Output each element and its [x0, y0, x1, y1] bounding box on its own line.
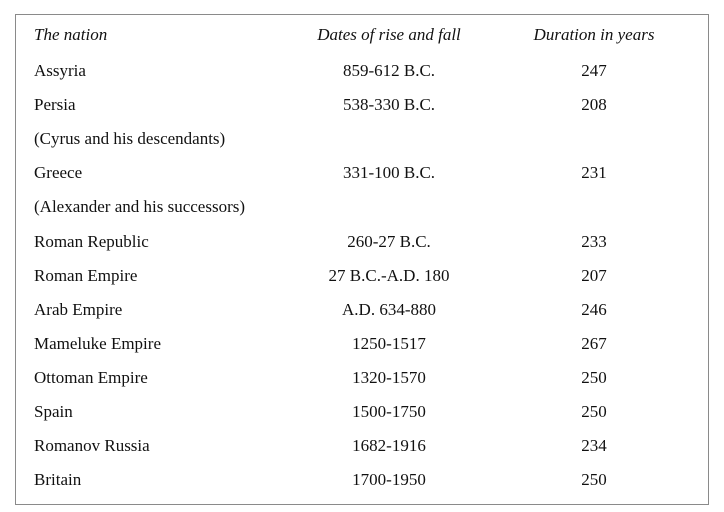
nation-cell: Ottoman Empire — [34, 368, 148, 387]
duration-cell: 233 — [581, 232, 607, 251]
table-row — [16, 431, 708, 461]
dates-cell: 260-27 B.C. — [347, 232, 431, 251]
nation-cell: Roman Empire — [34, 266, 138, 285]
duration-cell: 267 — [581, 334, 607, 353]
table-header — [16, 20, 708, 50]
table-row — [16, 90, 708, 120]
dates-cell: A.D. 634-880 — [342, 300, 436, 319]
duration-cell: 231 — [581, 163, 607, 182]
empire-duration-table — [15, 14, 709, 505]
dates-cell: 1500-1750 — [352, 402, 426, 421]
duration-cell: 247 — [581, 61, 607, 80]
dates-cell: 1700-1950 — [352, 470, 426, 489]
nation-cell: Persia — [34, 95, 76, 114]
header-duration: Duration in years — [533, 25, 655, 44]
dates-cell: 859-612 B.C. — [342, 61, 436, 80]
duration-cell: 207 — [581, 266, 607, 285]
table-row — [16, 363, 708, 393]
nation-cell: Romanov Russia — [34, 436, 150, 455]
nation-cell: Assyria — [34, 61, 86, 80]
nation-cell: Arab Empire — [34, 300, 123, 319]
dates-cell: 27 B.C.-A.D. 180 — [328, 266, 450, 285]
dates-cell: 1250-1517 — [352, 334, 426, 353]
duration-cell: 208 — [581, 95, 607, 114]
header-dates: Dates of rise and fall — [317, 25, 461, 44]
dates-cell: 331-100 B.C. — [342, 163, 436, 182]
header-nation: The nation — [34, 25, 108, 44]
table-row-note — [16, 124, 708, 154]
table-row — [16, 295, 708, 325]
table-row — [16, 56, 708, 86]
table-row — [16, 227, 708, 257]
table-row — [16, 329, 708, 359]
nation-cell: Greece — [34, 163, 83, 182]
duration-cell: 234 — [581, 436, 607, 455]
dates-cell: 1320-1570 — [352, 368, 426, 387]
duration-cell: 250 — [581, 402, 607, 421]
dates-cell: 538-330 B.C. — [342, 95, 436, 114]
table-row — [16, 465, 708, 495]
table-row-note — [16, 192, 708, 222]
nation-cell: Britain — [34, 470, 82, 489]
table-row — [16, 397, 708, 427]
nation-note: (Alexander and his successors) — [34, 197, 246, 216]
duration-cell: 250 — [581, 470, 607, 489]
nation-cell: Roman Republic — [34, 232, 149, 251]
nation-note: (Cyrus and his descendants) — [34, 129, 226, 148]
nation-cell: Spain — [34, 402, 73, 421]
duration-cell: 250 — [581, 368, 607, 387]
table-row — [16, 158, 708, 188]
duration-cell: 246 — [581, 300, 607, 319]
dates-cell: 1682-1916 — [352, 436, 426, 455]
table-row — [16, 261, 708, 291]
nation-cell: Mameluke Empire — [34, 334, 161, 353]
